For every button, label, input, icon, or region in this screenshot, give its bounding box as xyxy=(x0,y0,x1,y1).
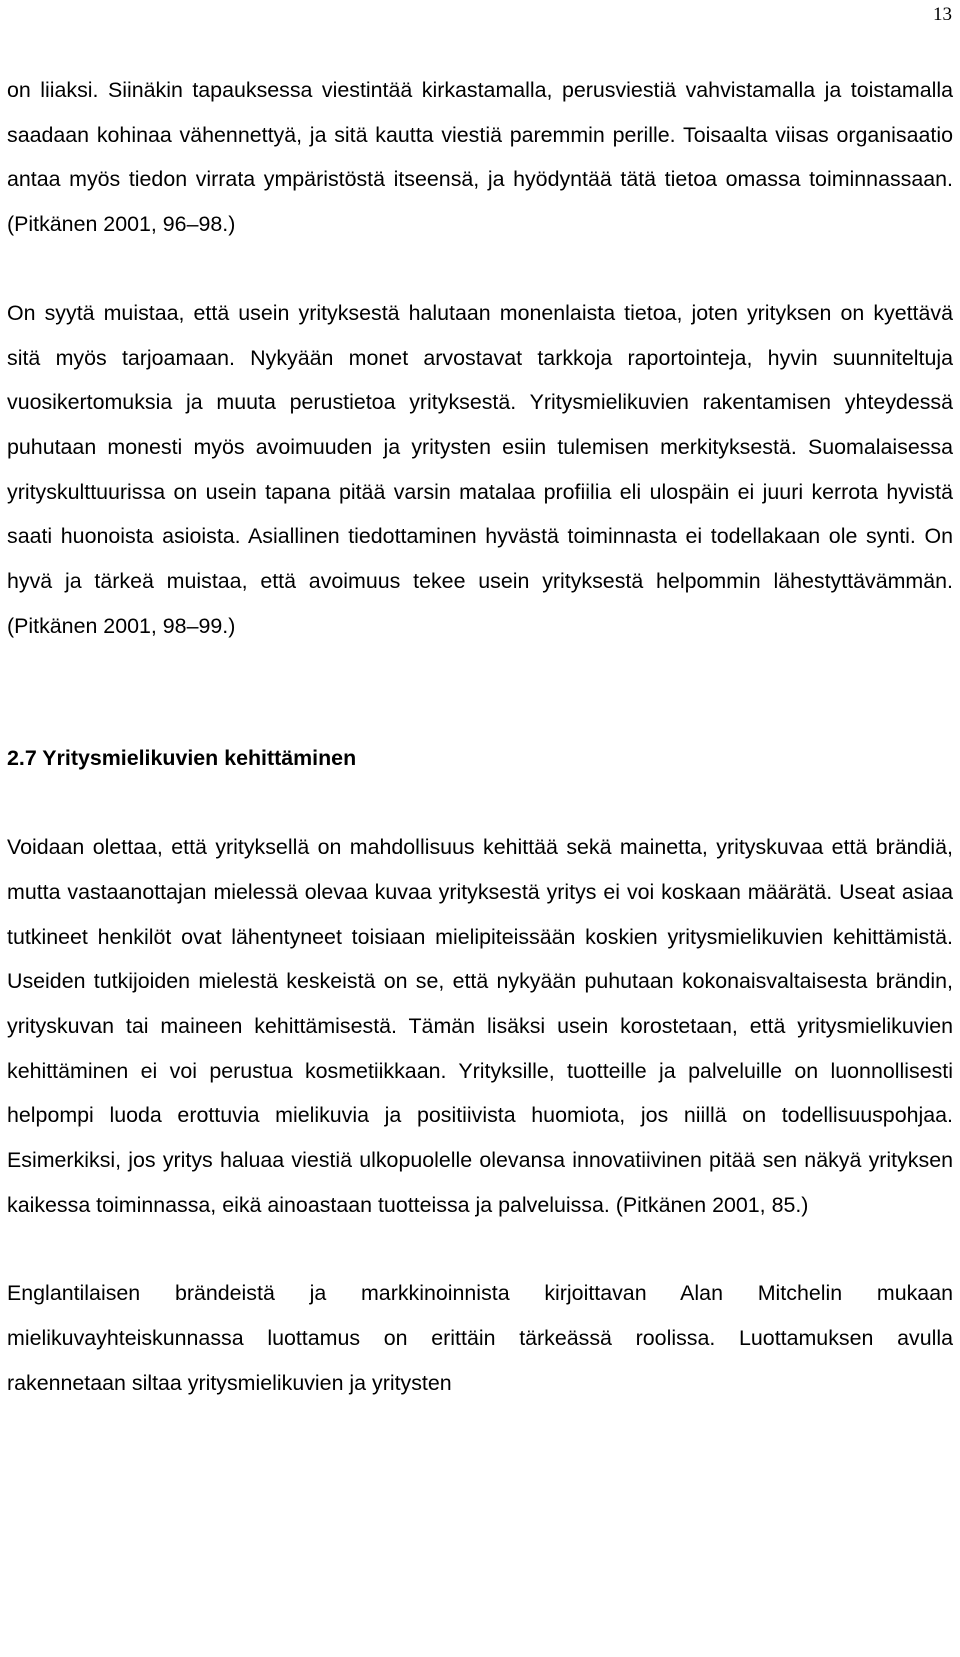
paragraph-openness: On syytä muistaa, että usein yrityksestä halutaan monenlaista tietoa, joten yrityksen on kyettävä sitä myös tarjoamaan. Nykyään monet arvostavat tarkkoja raportointeja, hyvin suunniteltuja vuosikertomuksia ja muuta perustietoa yrityksestä. Yritysmielikuvien rakentamisen yhteydessä puhutaan monesti myös avoimuuden ja yritysten esiin tulemisen merkityksestä. Suomalaisessa yrityskulttuurissa on usein tapana pitää varsin matalaa profiilia eli ulospäin ei juuri kerrota hyvistä saati huonoista asioista. Asiallinen tiedottaminen hyvästä toiminnasta ei todellakaan ole synti. On hyvä ja tärkeä muistaa, että avoimuus tekee usein yrityksestä helpommin lähestyttävämmän. (Pitkänen 2001, 98–99.) xyxy=(7,300,953,638)
paragraph-spacer xyxy=(7,692,953,736)
paragraph-spacer xyxy=(7,648,953,692)
paragraph-spacer xyxy=(7,247,953,291)
paragraph-spacer xyxy=(7,781,953,825)
section-heading: 2.7 Yritysmielikuvien kehittäminen xyxy=(7,746,357,771)
paragraph-trust: Englantilaisen brändeistä ja markkinoinnista kirjoittavan Alan Mitchelin mukaan mielikuvayhteiskunnassa luottamus on erittäin tärkeässä roolissa. Luottamuksen avulla rakennetaan siltaa yritysmielikuvien ja yritysten xyxy=(7,1281,953,1395)
document-body xyxy=(7,68,953,1406)
page-number: 13 xyxy=(933,4,952,25)
paragraph-spacer xyxy=(7,1227,953,1271)
paragraph-communication-noise: on liiaksi. Siinäkin tapauksessa viestintää kirkastamalla, perusviestiä vahvistamalla ja toistamalla saadaan kohinaa vähennettyä, ja sitä kautta viestiä paremmin perille. Toisaalta viisas organisaatio antaa myös tiedon virrata ympäristöstä itseensä, ja hyödyntää tätä tietoa omassa toiminnassaan. (Pitkänen 2001, 96–98.) xyxy=(7,78,953,237)
paragraph-image-development: Voidaan olettaa, että yrityksellä on mahdollisuus kehittää sekä mainetta, yrityskuvaa että brändiä, mutta vastaanottajan mielessä olevaa kuvaa yrityksestä yritys ei voi koskaan määrätä. Useat asiaa tutkineet henkilöt ovat lähentyneet toisiaan mielipiteissään koskien yritysmielikuvien kehittämistä. Useiden tutkijoiden mielestä keskeistä on se, että nykyään puhutaan kokonaisvaltaisesta brändin, yrityskuvan tai maineen kehittämisestä. Tämän lisäksi usein korostetaan, että yritysmielikuvien kehittäminen ei voi perustua kosmetiikkaan. Yrityksille, tuotteille ja palveluille on luonnollisesti helpompi luoda erottuvia mielikuvia ja positiivista huomiota, jos niillä on todellisuuspohjaa. Esimerkiksi, jos yritys haluaa viestiä ulkopuolelle olevansa innovatiivinen pitää sen näkyä yrityksen kaikessa toiminnassa, eikä ainoastaan tuotteissa ja palveluissa. (Pitkänen 2001, 85.) xyxy=(7,835,953,1217)
